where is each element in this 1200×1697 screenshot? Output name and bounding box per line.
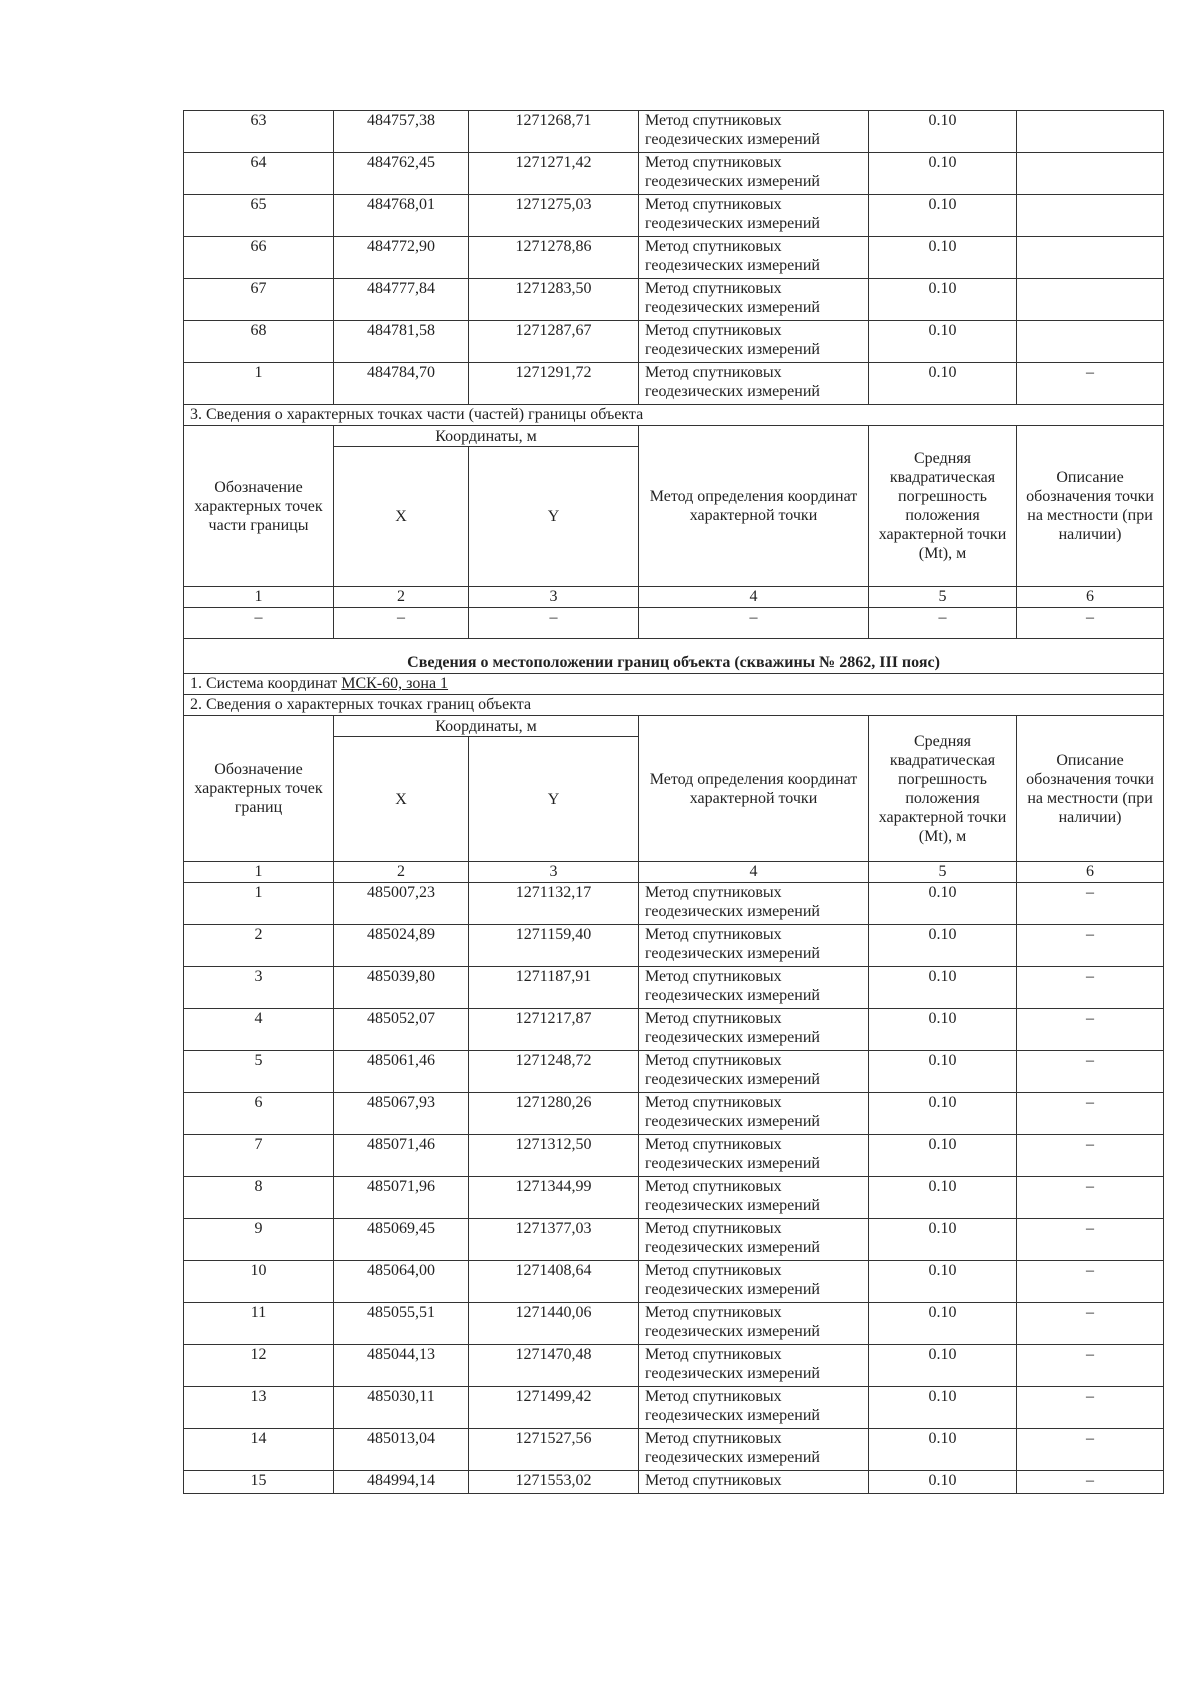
- x-coordinate: 485013,04: [334, 1429, 469, 1471]
- x-coordinate: 484757,38: [334, 111, 469, 153]
- y-coordinate: 1271187,91: [469, 967, 639, 1009]
- y-coordinate: 1271312,50: [469, 1135, 639, 1177]
- table-row: [184, 237, 1164, 279]
- x-coordinate: 485052,07: [334, 1009, 469, 1051]
- accuracy-cell: 0.10: [869, 195, 1017, 237]
- accuracy-cell: 0.10: [869, 1135, 1017, 1177]
- method-cell: Метод спутниковых геодезических измерений: [639, 1345, 869, 1387]
- header-description: Описание обозначения точки на местности (при наличии): [1017, 716, 1164, 862]
- description-cell: [1017, 153, 1164, 195]
- point-number: 7: [184, 1135, 334, 1177]
- x-coordinate: 485030,11: [334, 1387, 469, 1429]
- col-number: 3: [469, 587, 639, 608]
- x-coordinate: 484777,84: [334, 279, 469, 321]
- table-row: [184, 153, 1164, 195]
- description-cell: –: [1017, 1135, 1164, 1177]
- method-cell: Метод спутниковых геодезических измерений: [639, 1051, 869, 1093]
- y-coordinate: 1271280,26: [469, 1093, 639, 1135]
- x-coordinate: 485061,46: [334, 1051, 469, 1093]
- point-number: 14: [184, 1429, 334, 1471]
- y-coordinate: 1271377,03: [469, 1219, 639, 1261]
- header-x: X: [334, 737, 469, 862]
- accuracy-cell: 0.10: [869, 1345, 1017, 1387]
- x-coordinate: 485055,51: [334, 1303, 469, 1345]
- accuracy-cell: 0.10: [869, 1303, 1017, 1345]
- accuracy-cell: 0.10: [869, 1177, 1017, 1219]
- description-cell: –: [1017, 1219, 1164, 1261]
- table-row: [184, 363, 1164, 405]
- coord-system-value: МСК-60, зона 1: [341, 675, 449, 692]
- coord-system-label: 1. Система координат: [190, 675, 338, 692]
- method-cell: Метод спутниковых геодезических измерений: [639, 321, 869, 363]
- accuracy-cell: 0.10: [869, 1387, 1017, 1429]
- header-accuracy: Средняя квадратическая погрешность положения характерной точки (Mt), м: [869, 426, 1017, 587]
- description-cell: –: [1017, 1429, 1164, 1471]
- point-number: 63: [184, 111, 334, 153]
- method-cell: Метод спутниковых геодезических измерений: [639, 1219, 869, 1261]
- y-coordinate: 1271159,40: [469, 925, 639, 967]
- document-page: [183, 110, 1163, 1494]
- table-row: [184, 1471, 1164, 1494]
- object2-table: [183, 638, 1164, 1494]
- method-cell: Метод спутниковых геодезических измерений: [639, 1009, 869, 1051]
- accuracy-cell: 0.10: [869, 1219, 1017, 1261]
- table-row: [184, 1345, 1164, 1387]
- x-coordinate: 484781,58: [334, 321, 469, 363]
- description-cell: –: [1017, 363, 1164, 405]
- point-number: 15: [184, 1471, 334, 1494]
- point-number: 66: [184, 237, 334, 279]
- header-point: Обозначение характерных точек границ: [184, 716, 334, 862]
- y-coordinate: 1271440,06: [469, 1303, 639, 1345]
- point-number: 8: [184, 1177, 334, 1219]
- x-coordinate: 485071,96: [334, 1177, 469, 1219]
- method-cell: Метод спутниковых геодезических измерений: [639, 925, 869, 967]
- point-number: 64: [184, 153, 334, 195]
- coord-system-row: [184, 674, 1164, 695]
- y-coordinate: 1271470,48: [469, 1345, 639, 1387]
- table-row: [184, 1051, 1164, 1093]
- description-cell: [1017, 195, 1164, 237]
- description-cell: –: [1017, 1471, 1164, 1494]
- table-row: [184, 1219, 1164, 1261]
- method-cell: Метод спутниковых геодезических измерений: [639, 967, 869, 1009]
- y-coordinate: 1271527,56: [469, 1429, 639, 1471]
- x-coordinate: 484784,70: [334, 363, 469, 405]
- method-cell: Метод спутниковых геодезических измерений: [639, 1429, 869, 1471]
- empty-cell: –: [639, 608, 869, 639]
- method-cell: Метод спутниковых геодезических измерений: [639, 237, 869, 279]
- col-number: 3: [469, 862, 639, 883]
- table-row: [184, 1009, 1164, 1051]
- table-row: [184, 1387, 1164, 1429]
- accuracy-cell: 0.10: [869, 237, 1017, 279]
- header-method: Метод определения координат характерной точки: [639, 426, 869, 587]
- y-coordinate: 1271268,71: [469, 111, 639, 153]
- y-coordinate: 1271278,86: [469, 237, 639, 279]
- method-cell: Метод спутниковых геодезических измерений: [639, 111, 869, 153]
- x-coordinate: 484768,01: [334, 195, 469, 237]
- table-row: [184, 883, 1164, 925]
- description-cell: –: [1017, 1051, 1164, 1093]
- description-cell: –: [1017, 1177, 1164, 1219]
- accuracy-cell: 0.10: [869, 363, 1017, 405]
- accuracy-cell: 0.10: [869, 883, 1017, 925]
- description-cell: –: [1017, 1093, 1164, 1135]
- point-number: 2: [184, 925, 334, 967]
- description-cell: [1017, 321, 1164, 363]
- col-number: 5: [869, 587, 1017, 608]
- x-coordinate: 484762,45: [334, 153, 469, 195]
- empty-cell: –: [869, 608, 1017, 639]
- description-cell: –: [1017, 925, 1164, 967]
- accuracy-cell: 0.10: [869, 111, 1017, 153]
- col-number: 4: [639, 587, 869, 608]
- empty-cell: –: [1017, 608, 1164, 639]
- point-number: 6: [184, 1093, 334, 1135]
- accuracy-cell: 0.10: [869, 1009, 1017, 1051]
- table-row: [184, 1261, 1164, 1303]
- accuracy-cell: 0.10: [869, 153, 1017, 195]
- accuracy-cell: 0.10: [869, 1051, 1017, 1093]
- table-row: [184, 1177, 1164, 1219]
- col-number: 4: [639, 862, 869, 883]
- point-number: 1: [184, 363, 334, 405]
- point-number: 1: [184, 883, 334, 925]
- y-coordinate: 1271248,72: [469, 1051, 639, 1093]
- point-number: 68: [184, 321, 334, 363]
- description-cell: [1017, 279, 1164, 321]
- description-cell: –: [1017, 1387, 1164, 1429]
- point-number: 65: [184, 195, 334, 237]
- header-method: Метод определения координат характерной точки: [639, 716, 869, 862]
- x-coordinate: 485067,93: [334, 1093, 469, 1135]
- y-coordinate: 1271291,72: [469, 363, 639, 405]
- table-row: [184, 279, 1164, 321]
- method-cell: Метод спутниковых геодезических измерений: [639, 1387, 869, 1429]
- point-number: 5: [184, 1051, 334, 1093]
- method-cell: Метод спутниковых геодезических измерений: [639, 153, 869, 195]
- method-cell: Метод спутниковых геодезических измерений: [639, 1135, 869, 1177]
- y-coordinate: 1271132,17: [469, 883, 639, 925]
- empty-cell: –: [184, 608, 334, 639]
- table-row: [184, 1303, 1164, 1345]
- point-number: 67: [184, 279, 334, 321]
- y-coordinate: 1271287,67: [469, 321, 639, 363]
- accuracy-cell: 0.10: [869, 1093, 1017, 1135]
- part-boundary-points-table: [183, 404, 1164, 639]
- x-coordinate: 485007,23: [334, 883, 469, 925]
- x-coordinate: 484994,14: [334, 1471, 469, 1494]
- empty-cell: –: [334, 608, 469, 639]
- x-coordinate: 485069,45: [334, 1219, 469, 1261]
- point-number: 11: [184, 1303, 334, 1345]
- section3-title: 3. Сведения о характерных точках части (частей) границы объекта: [184, 405, 1164, 426]
- boundary-points-table-top: [183, 110, 1164, 405]
- point-number: 13: [184, 1387, 334, 1429]
- y-coordinate: 1271344,99: [469, 1177, 639, 1219]
- accuracy-cell: 0.10: [869, 279, 1017, 321]
- col-number: 2: [334, 862, 469, 883]
- table-row: [184, 1429, 1164, 1471]
- header-description: Описание обозначения точки на местности (при наличии): [1017, 426, 1164, 587]
- method-cell: Метод спутниковых: [639, 1471, 869, 1494]
- col-number: 6: [1017, 862, 1164, 883]
- table-row: [184, 195, 1164, 237]
- points-title: 2. Сведения о характерных точках границ объекта: [184, 695, 1164, 716]
- empty-cell: –: [469, 608, 639, 639]
- description-cell: –: [1017, 883, 1164, 925]
- table-row: [184, 321, 1164, 363]
- accuracy-cell: 0.10: [869, 1471, 1017, 1494]
- col-number: 1: [184, 587, 334, 608]
- accuracy-cell: 0.10: [869, 925, 1017, 967]
- col-number: 1: [184, 862, 334, 883]
- method-cell: Метод спутниковых геодезических измерений: [639, 1177, 869, 1219]
- x-coordinate: 485039,80: [334, 967, 469, 1009]
- table-row: [184, 111, 1164, 153]
- method-cell: Метод спутниковых геодезических измерений: [639, 1303, 869, 1345]
- x-coordinate: 485044,13: [334, 1345, 469, 1387]
- point-number: 4: [184, 1009, 334, 1051]
- table-row: [184, 1093, 1164, 1135]
- point-number: 12: [184, 1345, 334, 1387]
- point-number: 3: [184, 967, 334, 1009]
- method-cell: Метод спутниковых геодезических измерений: [639, 363, 869, 405]
- header-y: Y: [469, 737, 639, 862]
- y-coordinate: 1271275,03: [469, 195, 639, 237]
- method-cell: Метод спутниковых геодезических измерений: [639, 1261, 869, 1303]
- method-cell: Метод спутниковых геодезических измерений: [639, 883, 869, 925]
- table-row: [184, 967, 1164, 1009]
- header-coords: Координаты, м: [334, 716, 639, 737]
- col-number: 2: [334, 587, 469, 608]
- col-number: 5: [869, 862, 1017, 883]
- header-point: Обозначение характерных точек части границы: [184, 426, 334, 587]
- description-cell: –: [1017, 1345, 1164, 1387]
- col-number: 6: [1017, 587, 1164, 608]
- x-coordinate: 485071,46: [334, 1135, 469, 1177]
- x-coordinate: 484772,90: [334, 237, 469, 279]
- accuracy-cell: 0.10: [869, 321, 1017, 363]
- x-coordinate: 485064,00: [334, 1261, 469, 1303]
- point-number: 9: [184, 1219, 334, 1261]
- y-coordinate: 1271408,64: [469, 1261, 639, 1303]
- table-row: [184, 1135, 1164, 1177]
- method-cell: Метод спутниковых геодезических измерений: [639, 279, 869, 321]
- accuracy-cell: 0.10: [869, 1429, 1017, 1471]
- description-cell: –: [1017, 1261, 1164, 1303]
- x-coordinate: 485024,89: [334, 925, 469, 967]
- header-accuracy: Средняя квадратическая погрешность положения характерной точки (Mt), м: [869, 716, 1017, 862]
- method-cell: Метод спутниковых геодезических измерений: [639, 1093, 869, 1135]
- y-coordinate: 1271283,50: [469, 279, 639, 321]
- description-cell: –: [1017, 1303, 1164, 1345]
- object2-heading: Сведения о местоположении границ объекта (скважины № 2862, III пояс): [184, 639, 1164, 674]
- header-y: Y: [469, 447, 639, 587]
- method-cell: Метод спутниковых геодезических измерений: [639, 195, 869, 237]
- description-cell: [1017, 237, 1164, 279]
- accuracy-cell: 0.10: [869, 1261, 1017, 1303]
- table-row: [184, 925, 1164, 967]
- y-coordinate: 1271271,42: [469, 153, 639, 195]
- description-cell: –: [1017, 967, 1164, 1009]
- header-coords: Координаты, м: [334, 426, 639, 447]
- y-coordinate: 1271553,02: [469, 1471, 639, 1494]
- description-cell: –: [1017, 1009, 1164, 1051]
- header-x: X: [334, 447, 469, 587]
- y-coordinate: 1271499,42: [469, 1387, 639, 1429]
- accuracy-cell: 0.10: [869, 967, 1017, 1009]
- point-number: 10: [184, 1261, 334, 1303]
- y-coordinate: 1271217,87: [469, 1009, 639, 1051]
- description-cell: [1017, 111, 1164, 153]
